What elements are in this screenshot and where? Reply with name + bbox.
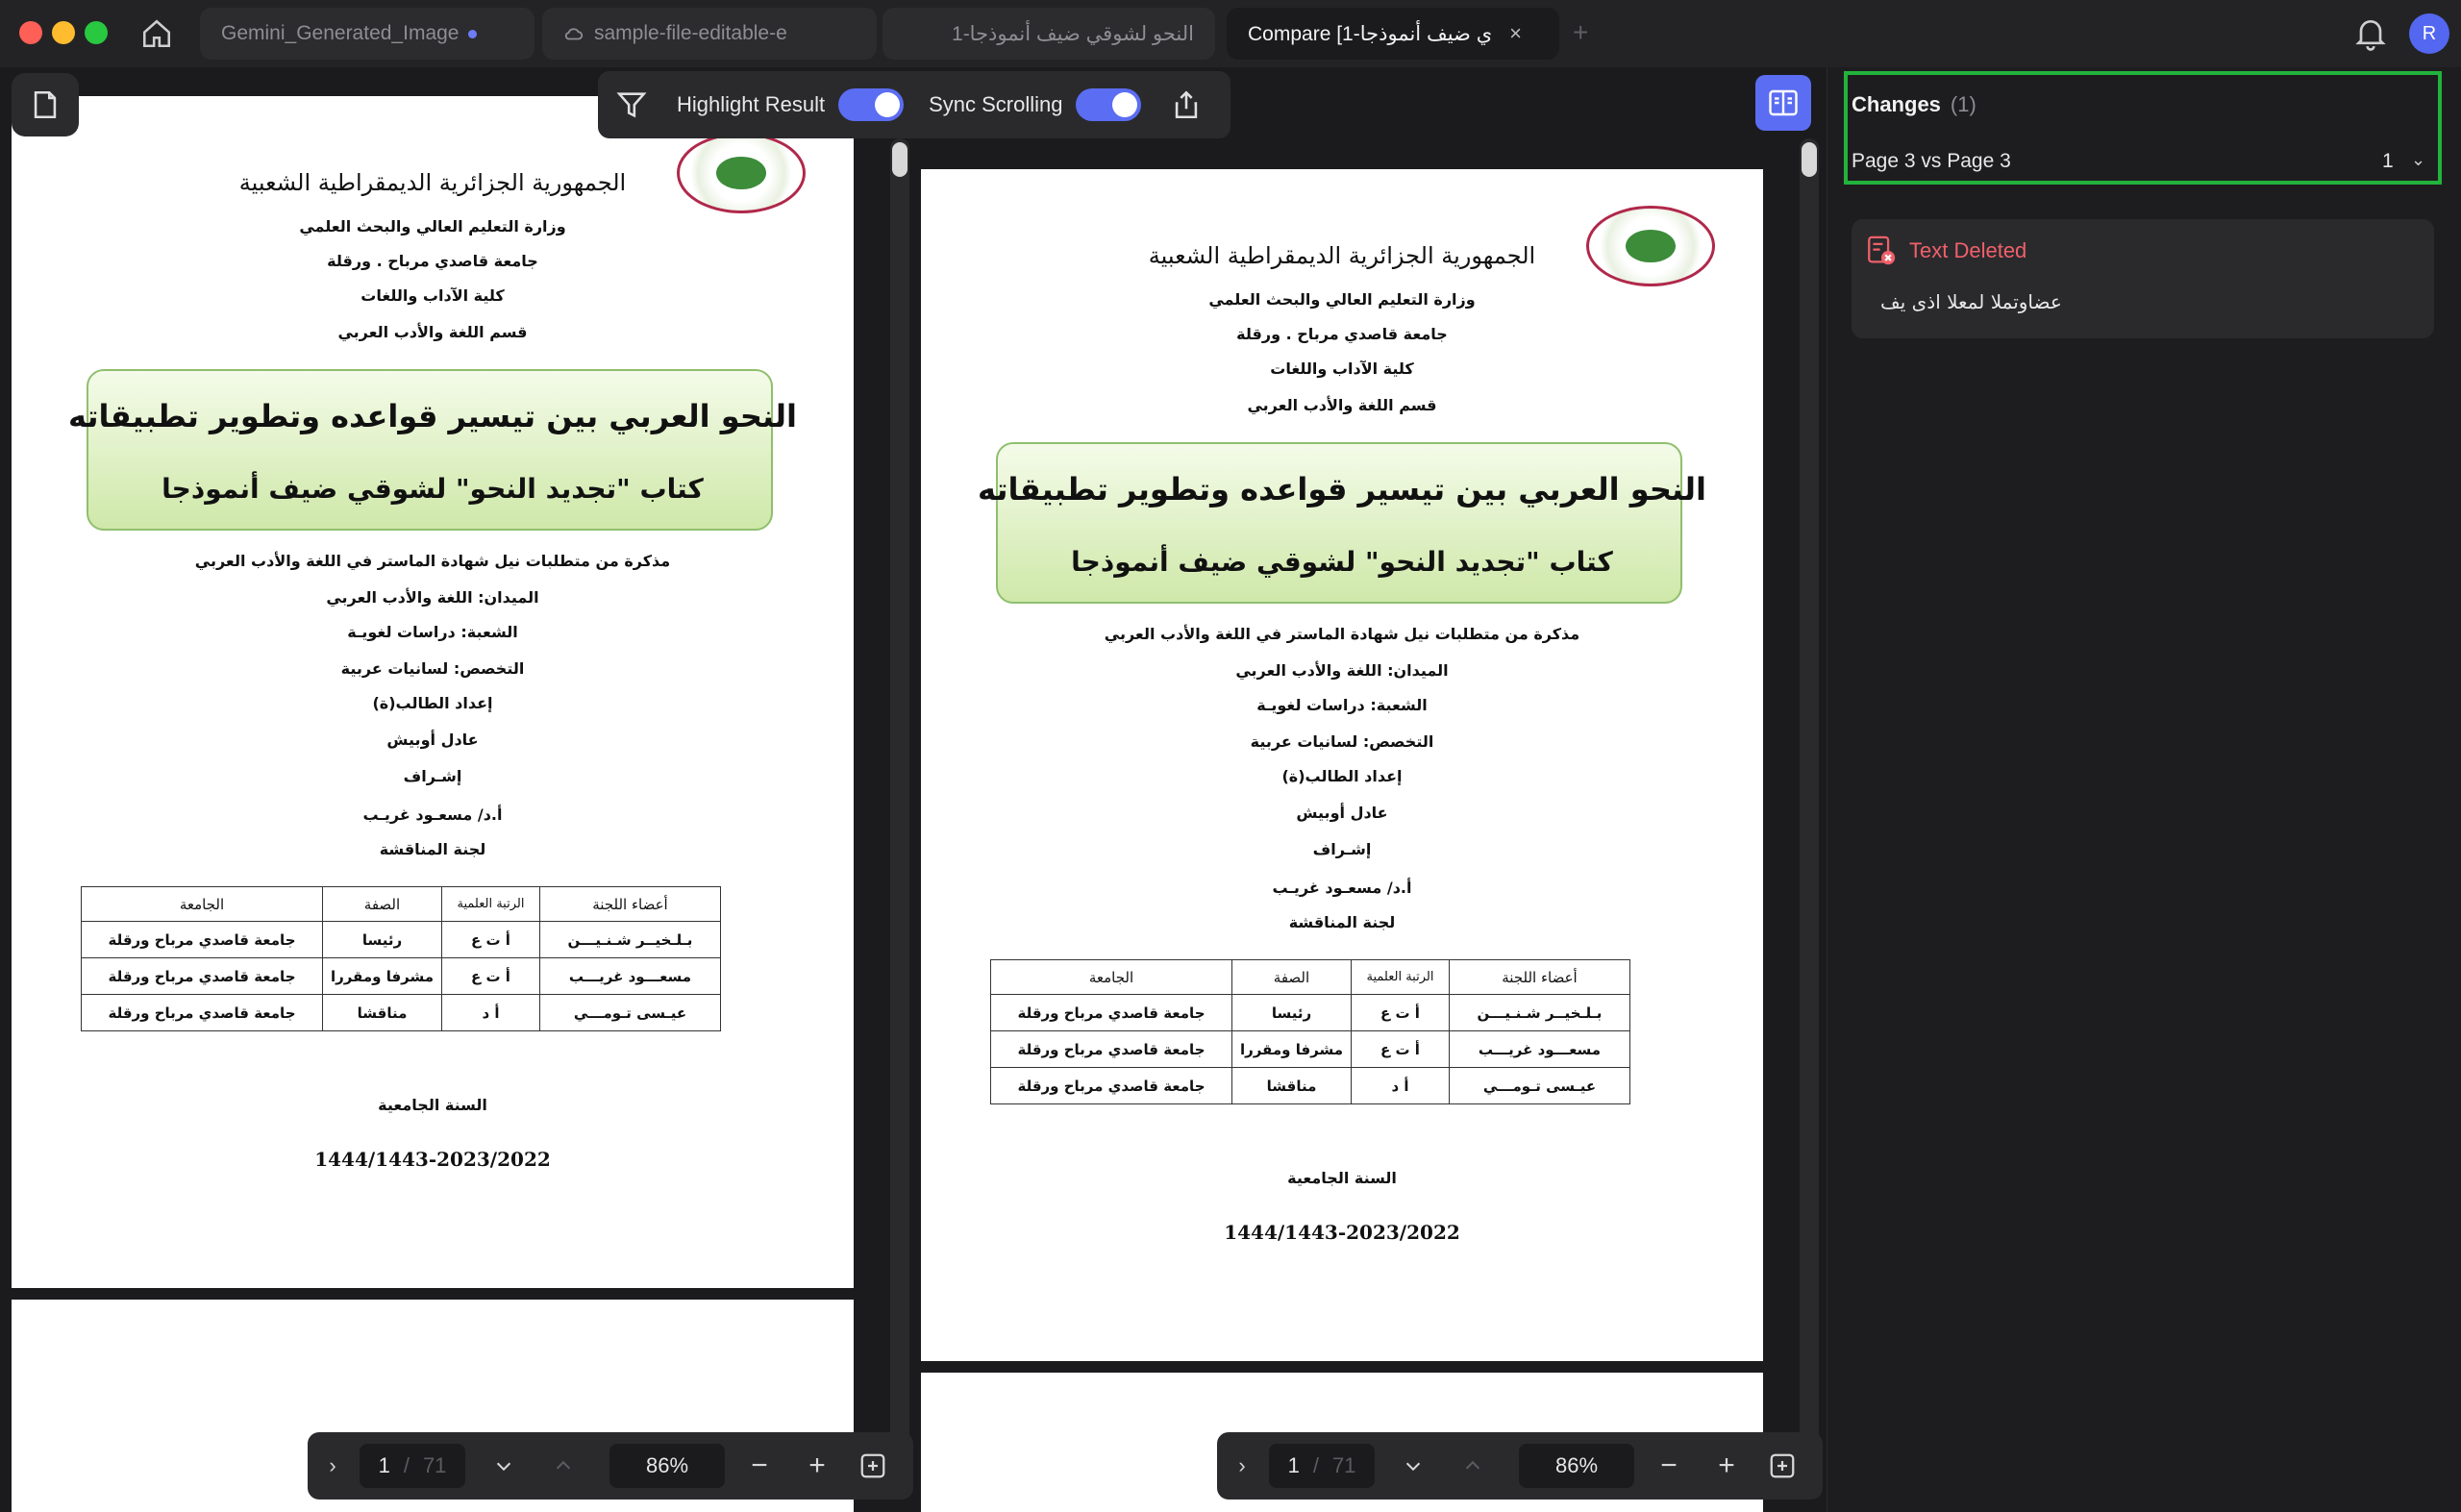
doc-title-line1: النحو العربي بين تيسير قواعده وتطوير تطبيقاته (68, 398, 797, 434)
right-page-number: 1 (1287, 1453, 1300, 1477)
tab-sample-file[interactable] (542, 8, 877, 60)
fit-page-icon[interactable] (1763, 1451, 1802, 1480)
doc-supervision: إشـراف (1312, 840, 1372, 858)
doc-title-line2: كتاب "تجديد النحو" لشوقي ضيف أنموذجا (162, 473, 704, 505)
left-page-total: 71 (422, 1453, 447, 1477)
table-cell: مناقشا (1232, 1068, 1352, 1104)
table-cell: جامعة قاصدي مرباح ورقلة (991, 995, 1232, 1031)
doc-branch: الشعبة: دراسات لغويـة (347, 623, 518, 641)
tab-gemini[interactable] (200, 8, 534, 60)
table-row (82, 922, 721, 958)
window-close-button[interactable] (19, 21, 42, 44)
highlight-result-label: Highlight Result (677, 92, 826, 116)
table-cell: رئيسا (323, 922, 442, 958)
doc-branch: الشعبة: دراسات لغويـة (1256, 696, 1428, 714)
doc-student: عادل أوبيش (386, 731, 479, 749)
table-cell: عيـسى تـومـــي (1450, 1068, 1630, 1104)
text-deleted-icon (1865, 235, 1898, 267)
table-row (82, 995, 721, 1031)
table-cell: جامعة قاصدي مرباح ورقلة (82, 995, 323, 1031)
table-cell: مشرفا ومقررا (1232, 1031, 1352, 1068)
chevron-down-icon[interactable]: ⌄ (2411, 150, 2426, 169)
doc-university: جامعة قاصدي مرباح . ورقلة (1236, 325, 1448, 343)
table-cell: مناقشا (323, 995, 442, 1031)
left-zoom-input[interactable] (609, 1444, 725, 1488)
tab-label: Compare [1-ي ضيف أنموذجا (1248, 22, 1493, 45)
unsaved-dot-icon (468, 30, 477, 38)
change-text: عضاوتملا لمعلا اذى يف (1880, 290, 2062, 313)
doc-department: قسم اللغة والأدب العربي (337, 323, 528, 341)
doc-supervisor: أ.د/ مسعـود غريـب (362, 806, 503, 824)
doc-academic-year-label: السنة الجامعية (378, 1096, 487, 1114)
doc-academic-year: 1444/1443-2023/2022 (314, 1148, 551, 1171)
change-item-card[interactable] (1852, 219, 2434, 338)
table-cell: جامعة قاصدي مرباح ورقلة (82, 958, 323, 995)
right-zoom-level: 86% (1554, 1453, 1599, 1477)
zoom-out-icon[interactable]: − (751, 1450, 768, 1481)
doc-committee: لجنة المناقشة (379, 840, 486, 858)
doc-republic: الجمهورية الجزائرية الديمقراطية الشعبية (1148, 242, 1536, 269)
doc-student: عادل أوبيش (1296, 804, 1388, 822)
doc-academic-year: 1444/1443-2023/2022 (1224, 1221, 1460, 1244)
doc-title-line2: كتاب "تجديد النحو" لشوقي ضيف أنموذجا (1071, 546, 1613, 578)
table-row (991, 1068, 1630, 1104)
fit-page-icon[interactable] (854, 1451, 892, 1480)
sync-scrolling-toggle[interactable] (1076, 88, 1141, 121)
doc-title-line1: النحو العربي بين تيسير قواعده وتطوير تطبيقاته (978, 471, 1706, 508)
doc-specialty: التخصص: لسانيات عربية (340, 659, 525, 678)
right-zoom-input[interactable] (1519, 1444, 1634, 1488)
window-zoom-button[interactable] (85, 21, 108, 44)
doc-committee: لجنة المناقشة (1288, 913, 1396, 931)
doc-prepared-by: إعداد الطالب(ة) (1281, 767, 1403, 785)
right-page-total: 71 (1331, 1453, 1356, 1477)
doc-faculty: كلية الآداب واللغات (360, 286, 505, 305)
next-page-chevron-icon[interactable] (485, 1455, 523, 1476)
home-icon[interactable] (137, 13, 177, 54)
table-cell: أ ت ع (442, 922, 540, 958)
notification-bell-icon[interactable] (2351, 13, 2390, 52)
tab-label: sample-file-editable-e (594, 22, 787, 44)
changes-count: (1) (1950, 92, 1976, 116)
doc-title-banner (87, 369, 773, 531)
doc-specialty: التخصص: لسانيات عربية (1250, 732, 1434, 751)
doc-supervision: إشـراف (403, 767, 462, 785)
table-cell: أ ت ع (1352, 995, 1450, 1031)
left-document-page (12, 96, 854, 1288)
window-minimize-button[interactable] (52, 21, 75, 44)
left-page-input[interactable]: 1 / 71 (360, 1444, 465, 1488)
chevron-right-icon[interactable]: › (1238, 1453, 1246, 1477)
doc-title-banner (996, 442, 1682, 604)
table-header: الجامعة (991, 960, 1232, 995)
change-index-select[interactable]: 1 (2382, 150, 2394, 172)
tab-label: Gemini_Generated_Image (221, 22, 460, 44)
doc-department: قسم اللغة والأدب العربي (1247, 396, 1437, 414)
sync-scrolling-label: Sync Scrolling (929, 92, 1063, 116)
changes-title-label: Changes (1852, 92, 1941, 116)
cloud-icon (563, 23, 584, 44)
doc-ministry: وزارة التعليم العالي والبحث العلمي (1208, 290, 1476, 309)
right-scroll-thumb[interactable] (1802, 142, 1817, 177)
table-cell: أ ت ع (442, 958, 540, 995)
doc-ministry: وزارة التعليم العالي والبحث العلمي (299, 217, 566, 235)
next-page-chevron-icon[interactable] (1394, 1455, 1432, 1476)
sidebar-toggle-button[interactable] (12, 73, 79, 136)
doc-memo: مذكرة من متطلبات نيل شهادة الماستر في اللغة والأدب العربي (1104, 625, 1580, 643)
table-row (991, 1031, 1630, 1068)
right-page-input[interactable]: 1 / 71 (1269, 1444, 1375, 1488)
left-scroll-thumb[interactable] (892, 142, 907, 177)
doc-university: جامعة قاصدي مرباح . ورقلة (327, 252, 538, 270)
table-cell: رئيسا (1232, 995, 1352, 1031)
side-by-side-icon (1766, 86, 1801, 120)
right-page-navigation (1217, 1432, 1823, 1500)
tab-arabic-doc[interactable] (882, 8, 1215, 60)
compare-toolbar (598, 71, 1230, 138)
committee-table (81, 886, 721, 1031)
doc-field: الميدان: اللغة والأدب العربي (1235, 661, 1449, 680)
table-cell: أ د (442, 995, 540, 1031)
prev-page-chevron-icon[interactable] (1454, 1455, 1492, 1476)
doc-prepared-by: إعداد الطالب(ة) (372, 694, 493, 712)
filter-icon[interactable] (615, 88, 648, 121)
share-icon[interactable] (1170, 88, 1203, 121)
table-header: أعضاء اللجنة (540, 887, 721, 922)
committee-table (990, 959, 1630, 1104)
avatar[interactable]: R (2409, 13, 2449, 54)
change-type-label: Text Deleted (1909, 238, 2027, 262)
tab-compare[interactable] (1227, 8, 1559, 60)
table-header: الصفة (323, 887, 442, 922)
table-cell: مسعـــود غريـــب (1450, 1031, 1630, 1068)
doc-field: الميدان: اللغة والأدب العربي (326, 588, 539, 607)
table-cell: بـلـخيــر شـنـيـــن (540, 922, 721, 958)
table-header: أعضاء اللجنة (1450, 960, 1630, 995)
compare-view-toggle-button[interactable] (1755, 75, 1811, 131)
table-cell: بـلـخيــر شـنـيـــن (1450, 995, 1630, 1031)
table-header: الرتبة العلمية (442, 887, 540, 922)
new-tab-button[interactable]: + (1573, 17, 1589, 47)
doc-faculty: كلية الآداب واللغات (1270, 359, 1414, 378)
doc-supervisor: أ.د/ مسعـود غريـب (1272, 879, 1412, 897)
left-page-navigation (308, 1432, 913, 1500)
table-header: الجامعة (82, 887, 323, 922)
page-icon (29, 88, 62, 121)
table-header: الرتبة العلمية (1352, 960, 1450, 995)
table-cell: عيـسى تـومـــي (540, 995, 721, 1031)
chevron-right-icon[interactable]: › (329, 1453, 336, 1477)
zoom-out-icon[interactable]: − (1660, 1450, 1678, 1481)
tab-close-icon[interactable]: × (1509, 21, 1522, 45)
zoom-in-icon[interactable]: + (1718, 1450, 1735, 1481)
right-document-page (921, 169, 1763, 1361)
table-cell: جامعة قاصدي مرباح ورقلة (991, 1068, 1232, 1104)
left-page-number: 1 (378, 1453, 390, 1477)
table-header: الصفة (1232, 960, 1352, 995)
left-scrollbar[interactable] (890, 138, 909, 1446)
table-cell: أ ت ع (1352, 1031, 1450, 1068)
table-cell: مسعـــود غريـــب (540, 958, 721, 995)
doc-republic: الجمهورية الجزائرية الديمقراطية الشعبية (238, 169, 627, 196)
table-cell: جامعة قاصدي مرباح ورقلة (991, 1031, 1232, 1068)
doc-memo: مذكرة من متطلبات نيل شهادة الماستر في اللغة والأدب العربي (194, 552, 671, 570)
table-cell: أ د (1352, 1068, 1450, 1104)
right-document-content (921, 169, 1763, 1361)
tab-label: النحو لشوقي ضيف أنموذجا-1 (952, 22, 1194, 45)
doc-academic-year-label: السنة الجامعية (1287, 1169, 1397, 1187)
page-compare-label: Page 3 vs Page 3 (1852, 150, 2011, 172)
zoom-in-icon[interactable]: + (808, 1450, 826, 1481)
changes-title (1852, 92, 1976, 117)
highlight-result-toggle[interactable] (838, 88, 904, 121)
title-bar (0, 0, 2461, 67)
left-document-content (12, 96, 854, 1288)
left-zoom-level: 86% (645, 1453, 689, 1477)
table-cell: مشرفا ومقررا (323, 958, 442, 995)
table-row (82, 958, 721, 995)
prev-page-chevron-icon[interactable] (544, 1455, 583, 1476)
table-row (991, 995, 1630, 1031)
right-scrollbar[interactable] (1800, 138, 1819, 1446)
table-cell: جامعة قاصدي مرباح ورقلة (82, 922, 323, 958)
